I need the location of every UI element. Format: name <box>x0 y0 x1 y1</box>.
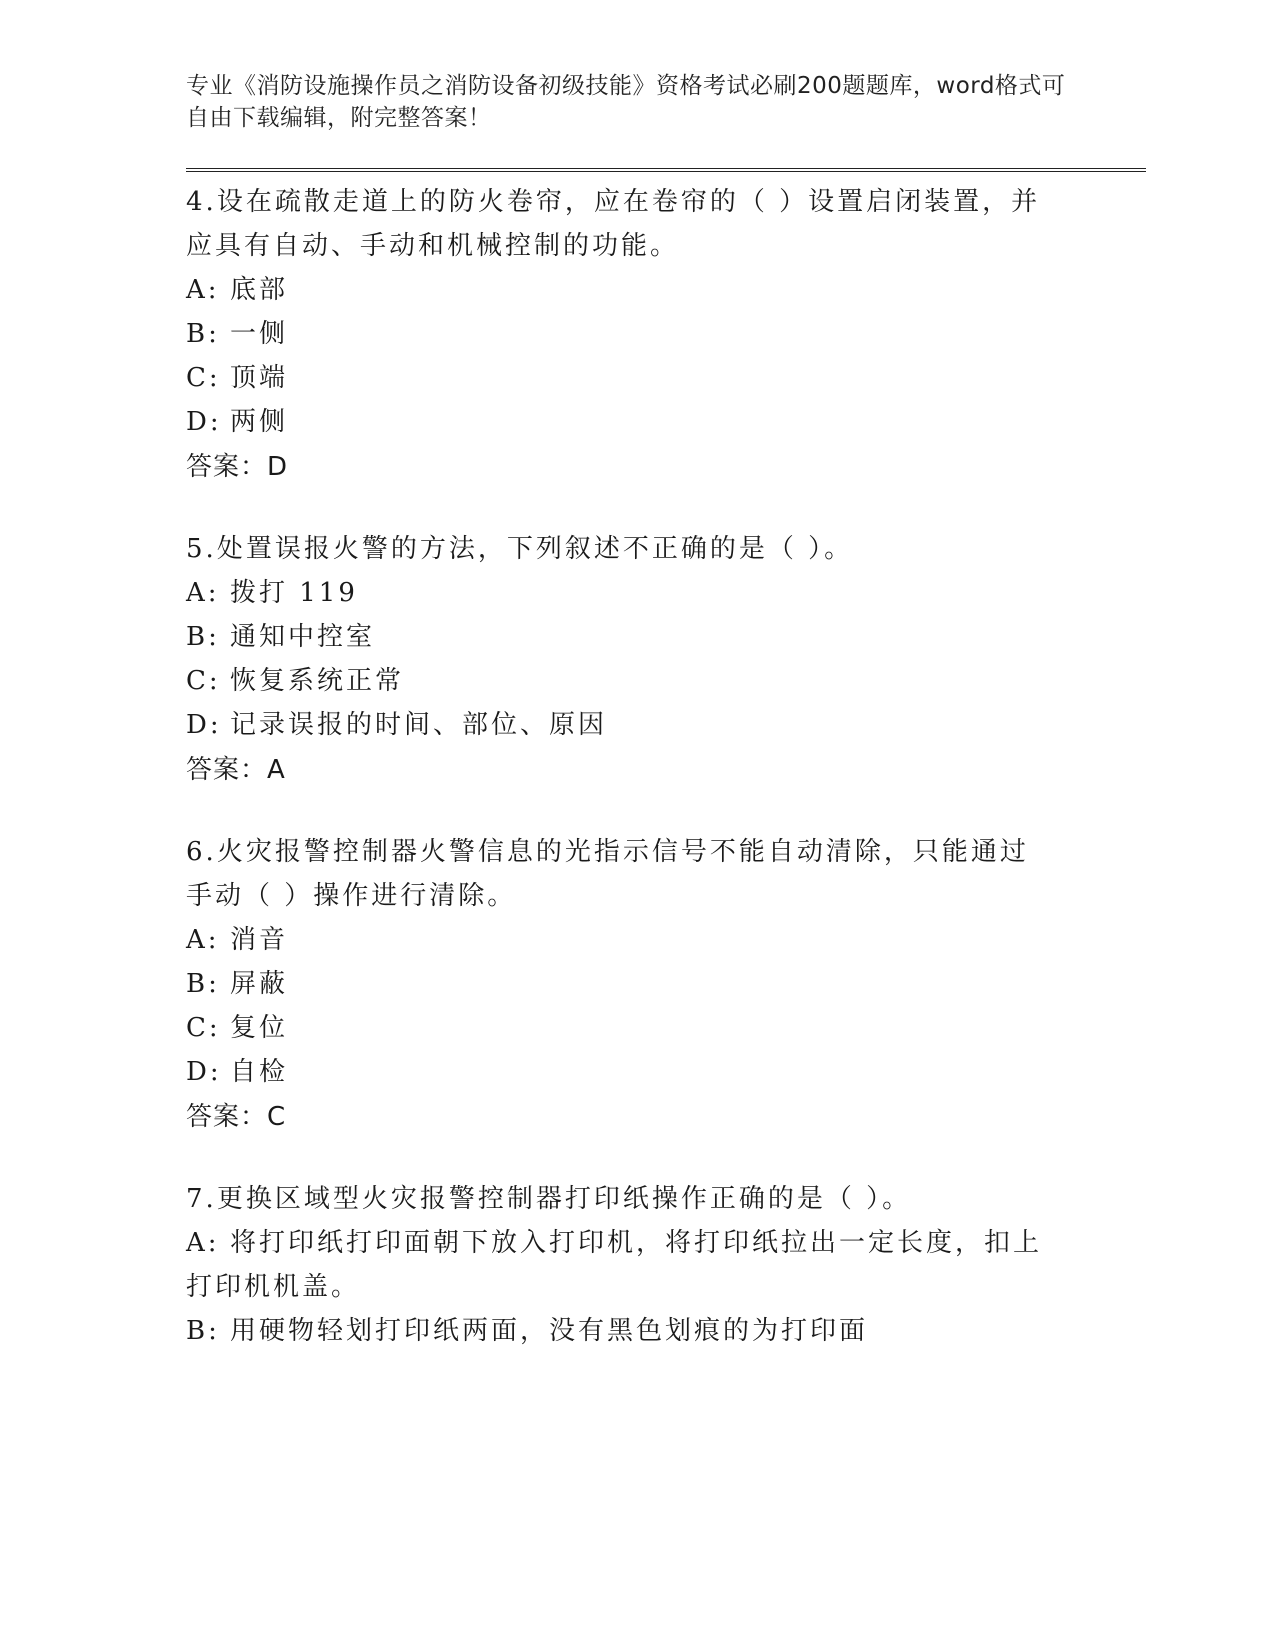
option-a <box>186 571 1056 615</box>
option-text: 屏蔽 <box>230 969 289 999</box>
question-text <box>186 830 1056 918</box>
option-a <box>186 918 1056 962</box>
option-letter: B: <box>186 622 220 652</box>
option-c <box>186 1006 1056 1050</box>
question-text <box>186 1177 1056 1221</box>
option-letter: B: <box>186 319 220 349</box>
question-stem: 火灾报警控制器火警信息的光指示信号不能自动清除，只能通过手动（ ）操作进行清除。 <box>186 837 1029 911</box>
option-text: 将打印纸打印面朝下放入打印机，将打印纸拉出一定长度，扣上打印机机盖。 <box>186 1228 1043 1302</box>
question-number: 7. <box>186 1184 217 1214</box>
option-c <box>186 356 1056 400</box>
option-b <box>186 615 1056 659</box>
option-d <box>186 703 1056 747</box>
question-4 <box>186 180 1146 490</box>
option-text: 恢复系统正常 <box>230 666 405 696</box>
option-text: 底部 <box>230 275 289 305</box>
option-a <box>186 268 1056 312</box>
option-text: 记录误报的时间、部位、原因 <box>230 710 608 740</box>
option-letter: B: <box>186 1316 220 1346</box>
answer-line: 答案：D <box>186 452 289 482</box>
option-a <box>186 1221 1056 1309</box>
answer-line: 答案：A <box>186 755 286 785</box>
question-text <box>186 180 1056 268</box>
question-number: 4. <box>186 187 217 217</box>
question-stem: 更换区域型火灾报警控制器打印纸操作正确的是（ ）。 <box>216 1184 912 1214</box>
option-text: 复位 <box>230 1013 289 1043</box>
document-page <box>186 70 1146 1390</box>
question-text <box>186 527 1056 571</box>
option-letter: D: <box>186 710 222 740</box>
option-d <box>186 400 1056 444</box>
option-letter: D: <box>186 407 222 437</box>
option-letter: B: <box>186 969 220 999</box>
question-stem: 设在疏散走道上的防火卷帘，应在卷帘的（ ）设置启闭装置，并应具有自动、手动和机械控制的功能。 <box>186 187 1041 261</box>
option-c <box>186 659 1056 703</box>
header-divider <box>186 168 1146 172</box>
option-letter: D: <box>186 1057 222 1087</box>
question-5 <box>186 527 1146 793</box>
option-text: 一侧 <box>230 319 289 349</box>
option-text: 顶端 <box>230 363 289 393</box>
question-stem: 处置误报火警的方法，下列叙述不正确的是（ ）。 <box>216 534 854 564</box>
option-letter: A: <box>186 275 220 305</box>
option-letter: A: <box>186 1228 220 1258</box>
option-b <box>186 312 1056 356</box>
option-text: 两侧 <box>230 407 289 437</box>
option-letter: C: <box>186 666 221 696</box>
question-number: 6. <box>186 837 217 867</box>
option-letter: C: <box>186 363 221 393</box>
option-text: 通知中控室 <box>230 622 376 652</box>
document-header: 专业《消防设施操作员之消防设备初级技能》资格考试必刷200题题库，word格式可自由下载编辑，附完整答案！ <box>186 73 1066 131</box>
option-text: 消音 <box>230 925 289 955</box>
option-letter: A: <box>186 578 220 608</box>
option-d <box>186 1050 1056 1094</box>
question-6 <box>186 830 1146 1140</box>
option-text: 自检 <box>230 1057 289 1087</box>
question-7 <box>186 1177 1146 1353</box>
answer-line: 答案：C <box>186 1102 287 1132</box>
option-text: 用硬物轻划打印纸两面，没有黑色划痕的为打印面 <box>230 1316 869 1346</box>
question-list <box>186 180 1146 1353</box>
option-letter: C: <box>186 1013 221 1043</box>
option-text: 拨打 119 <box>230 578 358 608</box>
option-b <box>186 962 1056 1006</box>
option-b <box>186 1309 1056 1353</box>
question-number: 5. <box>186 534 217 564</box>
option-letter: A: <box>186 925 220 955</box>
